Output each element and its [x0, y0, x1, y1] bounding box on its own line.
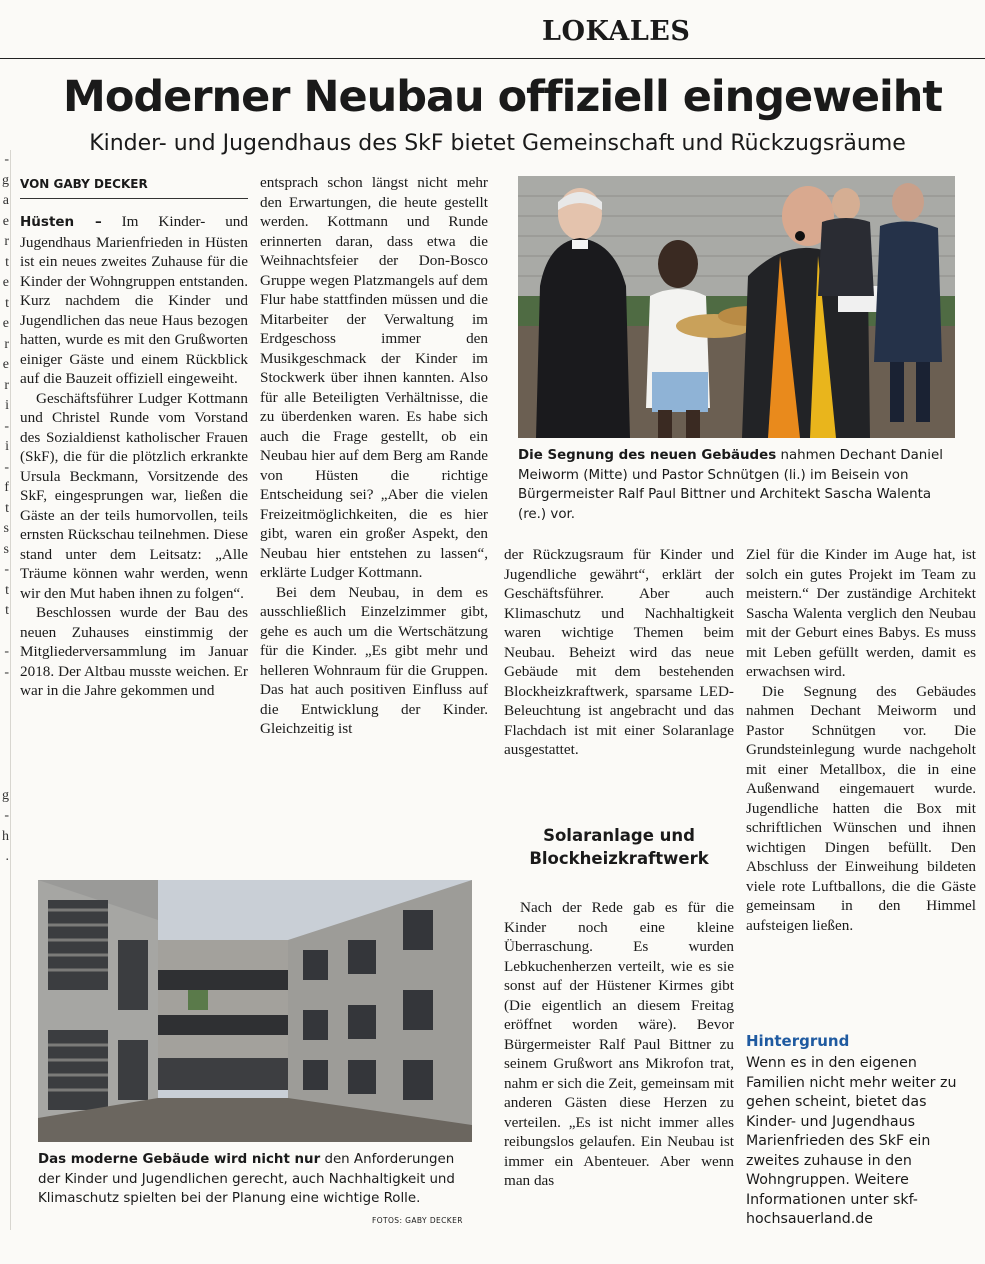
- edge-letter: r: [4, 377, 9, 393]
- paragraph: [20, 212, 248, 389]
- photo-new-building: [38, 880, 472, 1142]
- edge-letter: a: [2, 193, 9, 208]
- column-3-upper: [504, 545, 734, 760]
- edge-letter: s: [3, 521, 9, 536]
- paragraph: entsprach schon längst nicht mehr den Erwartungen, die heute gestellt werden. Kottmann und Runde erinnerten daran, dass etwa die Weihnachtsfeier der Don-Bosco Gruppe wegen Platzmangels auf dem Flur habe stattfinden müssen und die Mitarbeiter der Verwaltung im Erdgeschoss immer den Musikgeschmack der Kinder im Stockwerk über ihnen kannten. Also für alle Beteiligten Verhältnisse, die zu überdenken waren. Es habe sich auch die Frage gestellt, ob ein Neubau hier auf dem Berg am Rande von Hüsten die richtige Entscheidung sei? „Aber die vielen Freizeitmöglichkeiten, die es hier gibt, waren ein großer Aspekt, den Neubau hier entstehen zu lassen“, erklärte Ludger Kottmann.: [260, 174, 488, 581]
- edge-letter: s: [3, 541, 9, 557]
- edge-letter: t: [5, 295, 9, 311]
- edge-letter: -: [4, 808, 9, 823]
- photo-caption-bottom: [38, 1150, 472, 1209]
- edge-letter: t: [5, 582, 9, 598]
- photo-credit: FOTOS: GABY DECKER: [372, 1216, 463, 1225]
- edge-letter: -: [4, 459, 9, 475]
- edge-letter: e: [2, 213, 9, 229]
- paragraph: Die Segnung des Gebäudes nahmen Dechant Meiworm und Pastor Schnütgen vor. Die Grundsteinlegung wurde nachgeholt mit einer Metallbox, die in eine Außenwand eingemauert wurde. Jugendliche hatten die Box mit schriftlichen Wünschen und ihnen wichtigen Dingen befüllt. Den Abschluss der Einweihung bildeten viele rote Luftballons, die die Gäste gemeinsam in den Himmel aufsteigen ließen.: [746, 682, 976, 934]
- column-4: [746, 545, 976, 935]
- article-headline: Moderner Neubau offiziell eingeweiht: [63, 72, 942, 122]
- column-2: [260, 173, 488, 739]
- edge-letter: [0, 765, 9, 786]
- paragraph: Bei dem Neubau, in dem es ausschließlich Einzelzimmer gibt, gehe es auch um die Wertschätzung für die Kinder. „Es gibt mehr und helleren Wohnraum für die Gruppen. Das hat auch positiven Einfluss auf die Entwicklung der Kinder. Gleichzeitig ist: [260, 583, 488, 737]
- paragraph: Geschäftsführer Ludger Kottmann und Christel Runde vom Vorstand des Sozialdienst katholischer Frauen (SkF), die für die plötzlich erkrankte Ursula Beckmann, Vorsitzende des SkF, eingesprungen war, ließen die Gäste an der teils humorvollen, teils ernsten Rückschau teilnehmen. Diese stand unter dem Leitsatz: „Alle Träume können wahr werden, wenn wir den Mut haben ihnen zu folgen“.: [20, 389, 248, 602]
- photo-caption-top: [518, 446, 958, 524]
- section-label: LOKALES: [542, 16, 691, 47]
- photo-blessing-ceremony: [518, 176, 955, 438]
- edge-letter: t: [5, 254, 9, 270]
- photo-blessing-illustration: [518, 176, 955, 438]
- crosshead-line-1: Solaranlage und: [543, 826, 695, 845]
- paragraph: Nach der Rede gab es für die Kinder noch eine kleine Überraschung. Es wurden Lebkuchenherzen verteilt, wie es sie sonst auf der Hüstener Kirmes gibt (Die eigentlich an diesem Freitag eröffnet worden wäre). Bevor Bürgermeister Ralf Paul Bittner zu seinem Grußwort ans Mikrofon trat, nahm er sich die Zeit, gemeinsam mit anderen Gästen diese Herzen zu verteilen. „Es ist nicht immer alles reibungslos gelaufen. Ein Neubau ist immer ein Abenteuer. Aber wenn man das: [504, 899, 734, 1189]
- caption-text: den Anforderungen der Kinder und Jugendlichen gerecht, auch Nachhaltigkeit und Klimaschutz spielten bei der Planung eine wichtige Rolle.: [38, 1152, 455, 1206]
- edge-letter: f: [4, 480, 9, 495]
- paragraph-text: Im Kinder- und Jugendhaus Marienfrieden in Hüsten ist ein neues zweites Zuhause für die Kinder der Wohngruppen entstanden. Kurz nachdem die Kinder und Jugendlichen das neue Haus bezogen hatten, wurde es mit den Grußworten einiger Gäste und einem Rückblick auf die Bauzeit offiziell eingeweiht.: [20, 213, 248, 387]
- edge-letter: -: [4, 664, 9, 680]
- edge-letter: t: [5, 603, 9, 618]
- paragraph: Ziel für die Kinder im Auge hat, ist solch ein gutes Projekt im Team zu meistern.“ Der zuständige Architekt Sascha Walenta verglich den Neubau mit der Geburt eines Babys. Es muss mit Leben gefüllt werden, damit es erwachsen wird.: [746, 546, 976, 680]
- paragraph: Beschlossen wurde der Bau des neuen Zuhauses einstimmig der Mitgliederversammlung im Januar 2018. Der Altbau musste weichen. Er war in die Jahre gekommen und: [20, 604, 248, 699]
- edge-letter: -: [4, 152, 9, 167]
- column-3-lower: [504, 898, 734, 1191]
- column-1: [20, 212, 248, 701]
- infobox-title: Hintergrund: [746, 1032, 850, 1050]
- edge-letter: e: [2, 316, 9, 331]
- dateline: Hüsten –: [20, 214, 102, 230]
- edge-letter: i: [5, 439, 9, 454]
- edge-letter: r: [4, 234, 9, 249]
- edge-letter: [0, 724, 9, 745]
- edge-letter: [0, 704, 9, 725]
- edge-letter: .: [5, 849, 9, 864]
- edge-letter: -: [4, 418, 9, 434]
- photo-building-illustration: [38, 880, 472, 1142]
- edge-letter: g: [2, 787, 9, 803]
- edge-letter: g: [2, 172, 9, 188]
- edge-letter: h: [2, 828, 9, 844]
- edge-letter: -: [4, 644, 9, 659]
- article-subheadline: Kinder- und Jugendhaus des SkF bietet Gemeinschaft und Rückzugsräume: [89, 131, 906, 156]
- infobox-text: Wenn es in den eigenen Familien nicht mehr weiter zu gehen scheint, bietet das Kinder- und Jugendhaus Marienfrieden des SkF ein zweites zuhause in den Wohngruppen. Weitere Informationen unter skf-hochsauerland.de: [746, 1055, 957, 1227]
- edge-letter: -: [4, 562, 9, 577]
- crosshead-line-2: Blockheizkraftwerk: [529, 849, 709, 868]
- caption-lead: Die Segnung des neuen Gebäudes: [518, 448, 777, 463]
- edge-letter: e: [2, 357, 9, 372]
- caption-lead: Das moderne Gebäude wird nicht nur: [38, 1152, 321, 1167]
- edge-letter: t: [5, 500, 9, 516]
- adjacent-column-fragment: [0, 150, 11, 1230]
- paragraph: der Rückzugsraum für Kinder und Jugendliche gewährt“, erklärt der Geschäftsführer. Aber auch Klimaschutz und Nachhaltigkeit waren wichtige Themen beim Neubau. Beheizt wird das neue Gebäude mit dem bestehenden Blockheizkraftwerk, sparsame LED-Beleuchtung ist angebracht und das Flachdach ist mit einer Solaranlage ausgestattet.: [504, 546, 734, 758]
- caption-text: nahmen Dechant Daniel Meiworm (Mitte) und Pastor Schnütgen (li.) im Beisein von Bürgermeister Ralf Paul Bittner und Architekt Sascha Walenta (re.) vor.: [518, 448, 943, 522]
- byline: VON GABY DECKER: [20, 177, 248, 199]
- edge-letter: e: [2, 275, 9, 290]
- edge-letter: [0, 745, 9, 766]
- crosshead: [504, 824, 734, 870]
- edge-letter: i: [5, 398, 9, 413]
- edge-letter: [0, 683, 9, 704]
- edge-letter: [0, 622, 9, 643]
- section-header: [0, 10, 985, 59]
- edge-letter: r: [4, 336, 9, 352]
